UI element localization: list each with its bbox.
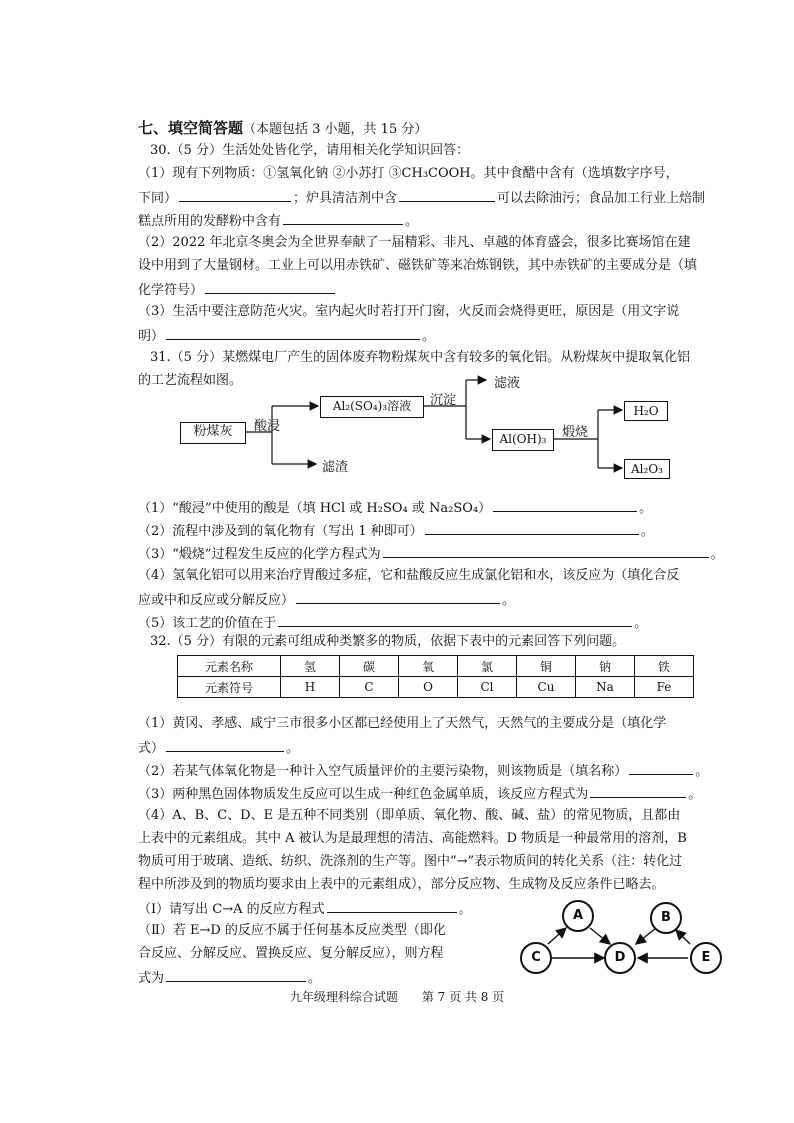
q32-partII-line1: （Ⅱ）若 E→D 的反应不属于任何基本反应类型（即化 bbox=[138, 923, 446, 938]
answer-blank[interactable] bbox=[296, 591, 500, 604]
q32-part4-line4: 程中所涉及到的物质均要求由上表中的元素组成），部分反应物、生成物及反应条件已略去。 bbox=[138, 877, 665, 892]
text: （2）若某气体氧化物是一种计入空气质量评价的主要污染物，则该物质是（填名称） bbox=[138, 764, 628, 779]
table-cell: 铁 bbox=[635, 656, 694, 677]
text: 。 bbox=[639, 501, 653, 516]
q31-part4-line1: （4）氢氧化铝可以用来治疗胃酸过多症，它和盐酸反应生成氯化铝和水，该反应为（填化合反 bbox=[138, 568, 680, 583]
q32-part4-line1: （4）A、B、C、D、E 是五种不同类别（即单质、氧化物、酸、碱、盐）的常见物质，且都由 bbox=[138, 808, 681, 823]
table-cell: 氧 bbox=[399, 656, 458, 677]
table-header-symbol: 元素符号 bbox=[178, 677, 281, 698]
text: （2）流程中涉及到的氧化物有（写出 1 种即可） bbox=[138, 524, 423, 539]
flow-oxide-box: Al₂O₃ bbox=[624, 459, 670, 479]
arrow-e-to-b bbox=[676, 930, 690, 944]
table-row bbox=[178, 677, 694, 698]
section-title: 七、填空简答题 bbox=[138, 119, 244, 137]
q30-part1-line2 bbox=[138, 189, 705, 207]
q30-part1-line3 bbox=[138, 212, 418, 230]
answer-blank[interactable] bbox=[327, 900, 457, 913]
node-e: E bbox=[690, 942, 722, 974]
table-cell: 氯 bbox=[458, 656, 517, 677]
q31-part2 bbox=[138, 522, 654, 540]
answer-blank[interactable] bbox=[166, 739, 284, 752]
q32-part4-line2: 上表中的元素组成。其中 A 被认为是最理想的清洁、高能燃料。D 物质是一种最常用的溶剂，B bbox=[138, 831, 687, 846]
arrow-a-to-d bbox=[590, 928, 610, 944]
q30-part2-line3 bbox=[138, 281, 337, 299]
text: 。 bbox=[688, 787, 702, 802]
table-cell: Na bbox=[576, 677, 635, 698]
text: ；炉具清洁剂中含 bbox=[293, 191, 398, 206]
flow-label-precip: 沉淀 bbox=[430, 393, 457, 408]
q31-part1 bbox=[138, 499, 652, 517]
table-header-name: 元素名称 bbox=[178, 656, 281, 677]
answer-blank[interactable] bbox=[399, 189, 495, 202]
flow-water-box: H₂O bbox=[624, 401, 668, 421]
flow-label-acid: 酸浸 bbox=[254, 419, 281, 434]
text: 。 bbox=[308, 971, 322, 986]
table-cell: Fe bbox=[635, 677, 694, 698]
table-cell: 钠 bbox=[576, 656, 635, 677]
answer-blank[interactable] bbox=[629, 762, 693, 775]
q30-part3-line1: （3）生活中要注意防范火灾。室内起火时若打开门窗，火反而会烧得更旺，原因是（用文字说 bbox=[138, 304, 680, 319]
text: 。 bbox=[695, 764, 709, 779]
q30-part2-line2: 设中用到了大量钢材。工业上可以用赤铁矿、磁铁矿等来冶炼钢铁，其中赤铁矿的主要成分是（填 bbox=[138, 258, 698, 273]
answer-blank[interactable] bbox=[166, 969, 306, 982]
text: 应或中和反应或分解反应） bbox=[138, 593, 295, 608]
q30-part1-line1: （1）现有下列物质：①氢氧化钠 ②小苏打 ③CH₃COOH。其中食醋中含有（选填数字序号， bbox=[138, 166, 679, 181]
q32-part4-line3: 物质可用于玻璃、造纸、纺织、洗涤剂的生产等。图中“→”表示物质间的转化关系（注：转化过 bbox=[138, 854, 683, 869]
answer-blank[interactable] bbox=[205, 281, 335, 294]
text: 。 bbox=[422, 329, 436, 344]
page-footer: 九年级理科综合试题 第 7 页 共 8 页 bbox=[289, 990, 505, 1004]
node-a: A bbox=[562, 900, 594, 932]
q31-part5 bbox=[138, 614, 647, 632]
table-cell: C bbox=[340, 677, 399, 698]
table-cell: Cu bbox=[517, 677, 576, 698]
element-table bbox=[177, 655, 694, 698]
text: （3）两种黑色固体物质发生反应可以生成一种红色金属单质，该反应方程式为 bbox=[138, 787, 589, 802]
text: 化学符号） bbox=[138, 283, 204, 298]
text: 。 bbox=[640, 524, 654, 539]
flow-start-box: 粉煤灰 bbox=[180, 422, 246, 444]
table-row bbox=[178, 656, 694, 677]
arrow-c-to-a bbox=[548, 928, 566, 944]
q31-part4-line2 bbox=[138, 591, 515, 609]
answer-blank[interactable] bbox=[283, 212, 403, 225]
q32-partII-line3 bbox=[138, 969, 321, 987]
text: （5）该工艺的价值在于 bbox=[138, 616, 277, 631]
text: 下同） bbox=[138, 191, 178, 206]
text: 。 bbox=[634, 616, 648, 631]
q30-part2-line1: （2）2022 年北京冬奥会为全世界奉献了一届精彩、非凡、卓越的体育盛会，很多比赛场馆在建 bbox=[138, 235, 691, 250]
text: （Ⅰ）请写出 C→A 的反应方程式 bbox=[138, 902, 325, 917]
text: 明） bbox=[138, 329, 165, 344]
q32-part2 bbox=[138, 762, 708, 780]
arrow-b-to-d bbox=[636, 928, 656, 944]
q32-stem: 32.（5 分）有限的元素可组成种类繁多的物质，依据下表中的元素回答下列问题。 bbox=[150, 634, 626, 649]
text: 式） bbox=[138, 741, 165, 756]
answer-blank[interactable] bbox=[166, 327, 420, 340]
answer-blank[interactable] bbox=[493, 499, 637, 512]
table-cell: 铜 bbox=[517, 656, 576, 677]
answer-blank[interactable] bbox=[278, 614, 632, 627]
text: 式为 bbox=[138, 971, 165, 986]
table-cell: H bbox=[281, 677, 340, 698]
q32-partI bbox=[138, 900, 472, 918]
text: 可以去除油污；食品加工行业上焙制 bbox=[497, 191, 706, 206]
q31-stem-line1: 31.（5 分）某燃煤电厂产生的固体废弃物粉煤灰中含有较多的氧化铝。从粉煤灰中提取氧化铝 bbox=[150, 350, 691, 365]
answer-blank[interactable] bbox=[425, 522, 639, 535]
table-cell: O bbox=[399, 677, 458, 698]
flow-label-calcine: 煅烧 bbox=[562, 425, 589, 440]
q32-part3 bbox=[138, 785, 701, 803]
table-cell: Cl bbox=[458, 677, 517, 698]
q32-part1-line1: （1）黄冈、孝感、咸宁三市很多小区都已经使用上了天然气，天然气的主要成分是（填化学 bbox=[138, 716, 667, 731]
node-d: D bbox=[604, 942, 636, 974]
text: 。 bbox=[458, 902, 472, 917]
section-heading bbox=[138, 120, 427, 138]
text: 。 bbox=[710, 547, 724, 562]
section-note: （本题包括 3 小题，共 15 分） bbox=[243, 122, 428, 137]
node-b: B bbox=[650, 902, 682, 934]
table-cell: 氢 bbox=[281, 656, 340, 677]
text: （3）“煅烧”过程发生反应的化学方程式为 bbox=[138, 547, 381, 562]
answer-blank[interactable] bbox=[383, 545, 709, 558]
answer-blank[interactable] bbox=[179, 189, 291, 202]
node-c: C bbox=[520, 942, 552, 974]
answer-blank[interactable] bbox=[590, 785, 686, 798]
text: （1）“酸浸”中使用的酸是（填 HCl 或 H₂SO₄ 或 Na₂SO₄） bbox=[138, 501, 492, 516]
q32-partII-line2: 合反应、分解反应、置换反应、复分解反应），则方程 bbox=[138, 946, 444, 961]
q31-part3 bbox=[138, 545, 724, 563]
q32-part1-line2 bbox=[138, 739, 299, 757]
text: 。 bbox=[286, 741, 300, 756]
flow-residue: 滤渣 bbox=[322, 460, 349, 475]
text: 。 bbox=[502, 593, 516, 608]
q30-stem: 30.（5 分）生活处处皆化学，请用相关化学知识回答： bbox=[150, 143, 470, 158]
flow-filtrate: 滤液 bbox=[494, 376, 521, 391]
text: 。 bbox=[405, 214, 419, 229]
flow-solution-box: Al₂(SO₄)₃溶液 bbox=[320, 396, 424, 418]
table-cell: 碳 bbox=[340, 656, 399, 677]
q30-part3-line2 bbox=[138, 327, 435, 345]
q31-stem-line2: 的工艺流程如图。 bbox=[138, 373, 243, 388]
flow-hydroxide-box: Al(OH)₃ bbox=[492, 429, 554, 451]
text: 糕点所用的发酵粉中含有 bbox=[138, 214, 282, 229]
